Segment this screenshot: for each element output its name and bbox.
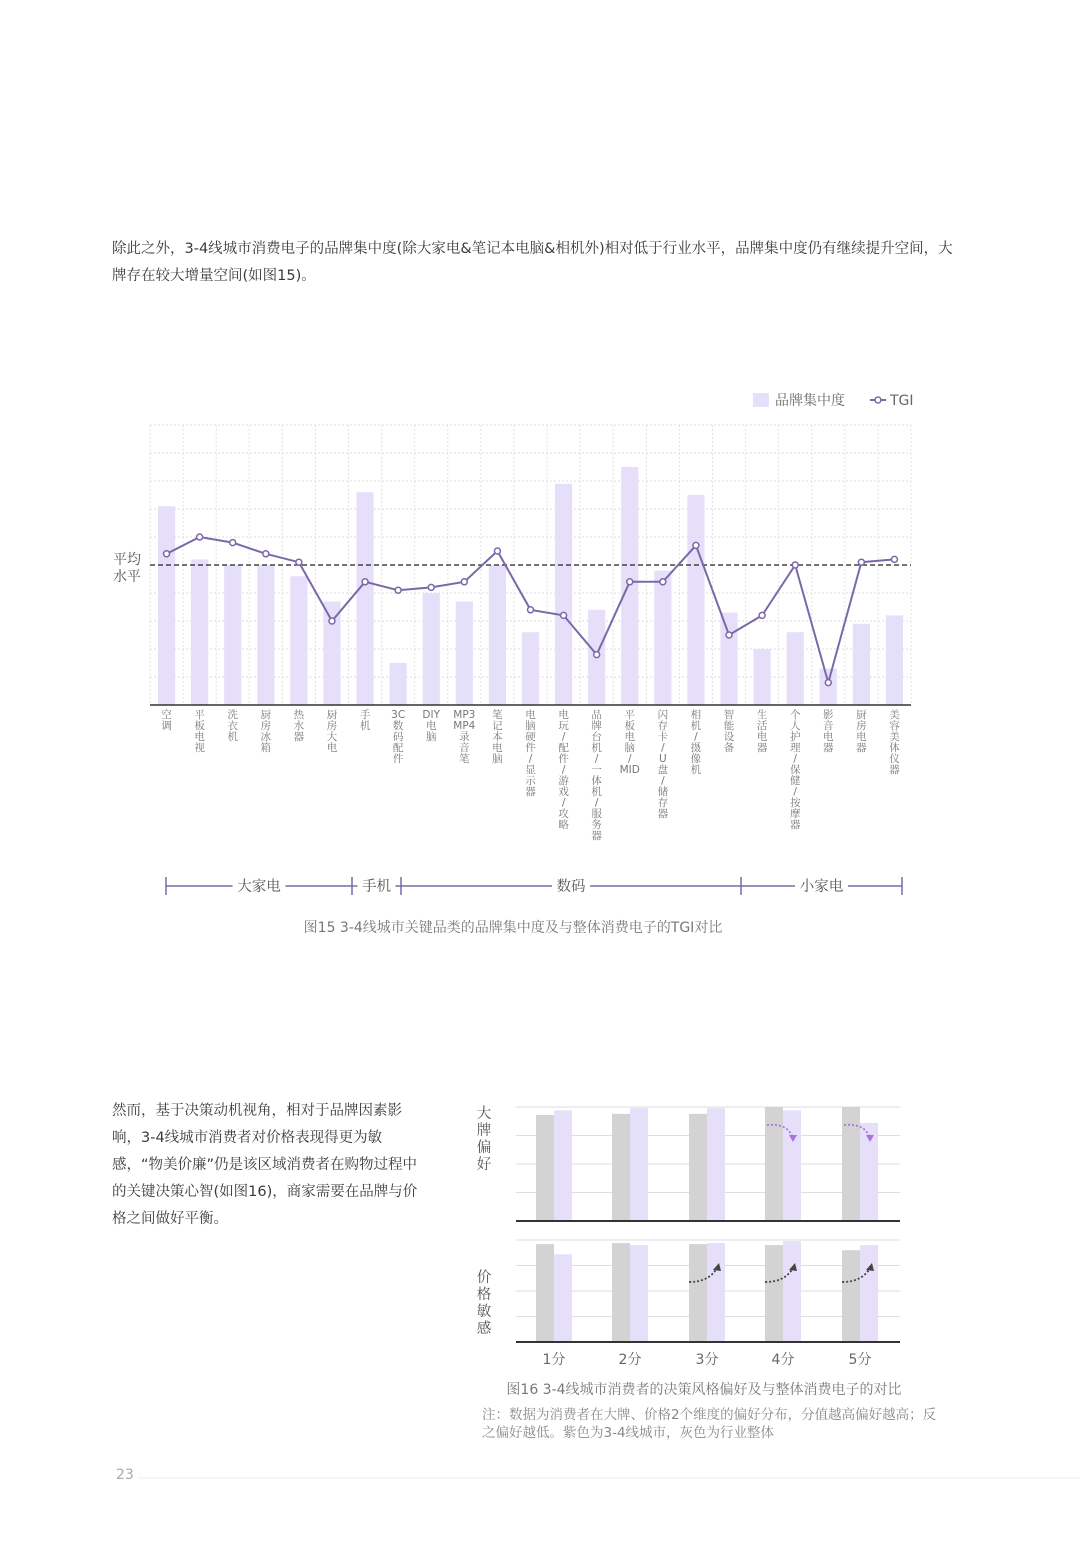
panel-label-char: 敏 (476, 1304, 492, 1320)
x-tick-label-7: 手机 (359, 709, 371, 732)
panel-label-char: 偏 (476, 1140, 492, 1156)
bar-city-1 (554, 1110, 572, 1221)
figure-16-caption: 图16 3-4线城市消费者的决策风格偏好及与整体消费电子的对比 (506, 1382, 902, 1398)
bar-city-3 (707, 1108, 725, 1221)
x-tick-label-12: 电脑硬件/显示器 (525, 709, 536, 798)
x-tick-label-17: 相机/摄像机 (690, 709, 702, 776)
bar-city-2 (630, 1108, 648, 1221)
legend-line-label: TGI (890, 393, 914, 409)
bar-industry-3 (689, 1244, 707, 1342)
average-label-line-1: 平均 (113, 552, 141, 568)
panel-label-char: 大 (476, 1106, 492, 1122)
average-label-line-2: 水平 (113, 569, 141, 585)
x-tick-label-9: DIY 电脑 (422, 709, 441, 743)
panel-label-char: 好 (476, 1157, 492, 1173)
group-label-3: 数码 (556, 879, 586, 895)
x-category-label-2: 2分 (618, 1352, 642, 1368)
panel-label-char: 格 (476, 1287, 492, 1303)
x-tick-label-5: 热水器 (293, 709, 305, 743)
bar-city-5 (860, 1245, 878, 1342)
x-tick-label-23: 美容美体仪器 (889, 709, 900, 776)
x-category-label-4: 4分 (771, 1352, 795, 1368)
x-category-label-3: 3分 (695, 1352, 719, 1368)
x-category-label-1: 1分 (542, 1352, 566, 1368)
group-label-4: 小家电 (799, 879, 844, 895)
x-tick-label-15: 平板电脑/ MID (619, 709, 640, 776)
x-tick-label-14: 品牌台机/一体机/服务器 (591, 709, 602, 842)
x-tick-label-6: 厨房大电 (326, 709, 338, 754)
x-tick-label-1: 空调 (161, 709, 172, 732)
x-tick-label-3: 洗衣机 (227, 709, 238, 743)
page-number: 23 (116, 1467, 134, 1483)
bar-industry-1 (536, 1115, 554, 1221)
bar-city-1 (554, 1254, 572, 1342)
bar-city-3 (707, 1243, 725, 1342)
second-paragraph: 然而，基于决策动机视角，相对于品牌因素影响，3-4线城市消费者对价格表现得更为敏感，“物美价廉”仍是该区域消费者在购物过程中的关键决策心智(如图16)，商家需要在品牌与价格之间做好平衡。 (112, 1103, 418, 1227)
x-tick-label-18: 智能设备 (723, 709, 735, 754)
bar-industry-5 (842, 1250, 860, 1342)
x-tick-label-11: 笔记本电脑 (492, 709, 503, 765)
bar-industry-2 (612, 1114, 630, 1221)
bar-city-2 (630, 1245, 648, 1342)
x-category-label-5: 5分 (848, 1352, 872, 1368)
legend-bar-label: 品牌集中度 (775, 393, 845, 409)
panel-1 (477, 1105, 900, 1221)
x-tick-label-13: 电玩/配件/游戏/攻略 (558, 709, 569, 831)
bar-industry-2 (612, 1243, 630, 1342)
bar-industry-3 (689, 1114, 707, 1221)
x-tick-label-20: 个人护理/保健/按摩器 (789, 709, 801, 831)
x-tick-label-22: 厨房电器 (856, 709, 867, 754)
x-tick-label-21: 影音电器 (823, 709, 834, 754)
x-tick-label-19: 生活电器 (756, 709, 768, 754)
panel-2 (477, 1240, 900, 1342)
x-tick-label-10: MP3 MP4 录音笔 (453, 709, 476, 765)
x-tick-label-16: 闪存卡/ U 盘/储存器 (657, 709, 669, 820)
bar-industry-1 (536, 1244, 554, 1342)
x-tick-label-2: 平板电视 (194, 709, 205, 754)
panel-label-char: 价 (476, 1270, 492, 1286)
x-tick-label-8: 3C 数码配件 (391, 709, 406, 765)
x-tick-label-4: 厨房冰箱 (260, 709, 272, 754)
intro-paragraph: 除此之外，3-4线城市消费电子的品牌集中度(除大家电&笔记本电脑&相机外)相对低于行业水平，品牌集中度仍有继续提升空间，大牌存在较大增量空间(如图15)。 (112, 241, 953, 284)
group-label-2: 手机 (362, 879, 391, 895)
bar-industry-4 (765, 1245, 783, 1342)
figure-16-note: 注：数据为消费者在大牌、价格2个维度的偏好分布，分值越高偏好越高；反之偏好越低。紫色为3-4线城市，灰色为行业整体 (482, 1407, 937, 1441)
group-label-1: 大家电 (237, 879, 281, 895)
bar-city-4 (783, 1110, 801, 1221)
panel-label-char: 牌 (476, 1123, 492, 1139)
panel-label-char: 感 (476, 1321, 492, 1337)
figure-15-caption: 图15 3-4线城市关键品类的品牌集中度及与整体消费电子的TGI对比 (303, 920, 723, 936)
bar-city-4 (783, 1241, 801, 1342)
